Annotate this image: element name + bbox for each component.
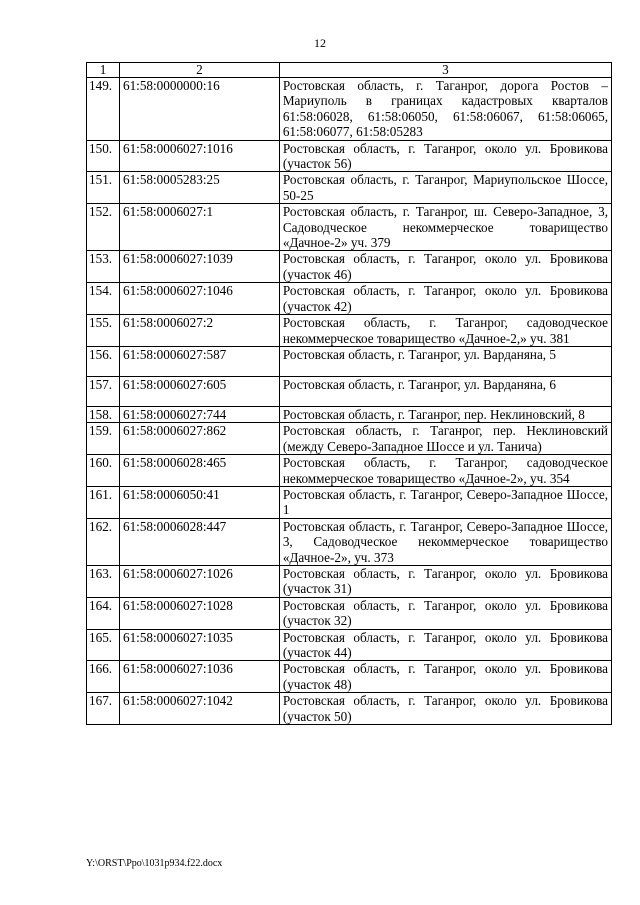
row-number: 162. xyxy=(87,518,120,565)
page-number: 12 xyxy=(314,36,326,50)
row-number: 167. xyxy=(87,693,120,725)
row-number: 158. xyxy=(87,406,120,422)
cadastral-number: 61:58:0006027:1046 xyxy=(119,283,279,315)
cadastral-number: 61:58:0006027:862 xyxy=(119,423,279,455)
file-path-footer: Y:\ORST\Ppo\1031p934.f22.docx xyxy=(86,858,223,869)
parcel-address: Ростовская область, г. Таганрог, около ул. Бровикова (участок 31) xyxy=(279,565,611,597)
parcel-address: Ростовская область, г. Таганрог, садоводческое некоммерческое товарищество «Дачное-2,» уч. 381 xyxy=(279,315,611,347)
row-number: 165. xyxy=(87,629,120,661)
table-row xyxy=(87,629,612,661)
row-number: 153. xyxy=(87,251,120,283)
parcel-address: Ростовская область, г. Таганрог, ул. Варданяна, 6 xyxy=(279,376,611,406)
row-number: 161. xyxy=(87,486,120,518)
parcel-address: Ростовская область, г. Таганрог, Северо-Западное Шоссе, 3, Садоводческое некоммерческое товарищество «Дачное-2», уч. 373 xyxy=(279,518,611,565)
table-body xyxy=(87,78,612,725)
table-row xyxy=(87,597,612,629)
parcel-address: Ростовская область, г. Таганрог, Мариупольское Шоссе, 50-25 xyxy=(279,172,611,204)
parcel-address: Ростовская область, г. Таганрог, дорога Ростов – Мариуполь в границах кадастровых кварталов 61:58:06028, 61:58:06050, 61:58:06067, 61:58:06065, 61:58:06077, 61:58:05283 xyxy=(279,78,611,141)
table-header-row xyxy=(87,63,612,78)
parcel-address: Ростовская область, г. Таганрог, около ул. Бровикова (участок 50) xyxy=(279,693,611,725)
cadastral-number: 61:58:0006027:2 xyxy=(119,315,279,347)
cadastral-number: 61:58:0006027:1016 xyxy=(119,140,279,172)
column-header-cadastral: 2 xyxy=(119,63,279,78)
table-row xyxy=(87,251,612,283)
row-number: 156. xyxy=(87,346,120,376)
parcel-address: Ростовская область, г. Таганрог, около ул. Бровикова (участок 42) xyxy=(279,283,611,315)
table-row xyxy=(87,423,612,455)
cadastral-number: 61:58:0006050:41 xyxy=(119,486,279,518)
land-parcels-table xyxy=(86,62,612,725)
table-row xyxy=(87,346,612,376)
table-row xyxy=(87,455,612,487)
table-row xyxy=(87,140,612,172)
cadastral-number: 61:58:0006027:605 xyxy=(119,376,279,406)
parcel-address: Ростовская область, г. Таганрог, около ул. Бровикова (участок 44) xyxy=(279,629,611,661)
table-row xyxy=(87,565,612,597)
cadastral-number: 61:58:0006027:1042 xyxy=(119,693,279,725)
cadastral-number: 61:58:0006027:1 xyxy=(119,204,279,251)
parcel-address: Ростовская область, г. Таганрог, садоводческое некоммерческое товарищество «Дачное-2», уч. 354 xyxy=(279,455,611,487)
table-row xyxy=(87,78,612,141)
cadastral-number: 61:58:0005283:25 xyxy=(119,172,279,204)
table-row xyxy=(87,518,612,565)
table-row xyxy=(87,204,612,251)
parcel-address: Ростовская область, г. Таганрог, около ул. Бровикова (участок 46) xyxy=(279,251,611,283)
cadastral-number: 61:58:0006027:1026 xyxy=(119,565,279,597)
cadastral-number: 61:58:0006027:1028 xyxy=(119,597,279,629)
cadastral-number: 61:58:0006027:744 xyxy=(119,406,279,422)
row-number: 152. xyxy=(87,204,120,251)
parcel-address: Ростовская область, г. Таганрог, около ул. Бровикова (участок 32) xyxy=(279,597,611,629)
row-number: 154. xyxy=(87,283,120,315)
cadastral-number: 61:58:0006028:447 xyxy=(119,518,279,565)
row-number: 166. xyxy=(87,661,120,693)
table-row xyxy=(87,693,612,725)
parcel-address: Ростовская область, г. Таганрог, около ул. Бровикова (участок 48) xyxy=(279,661,611,693)
cadastral-number: 61:58:0006027:1035 xyxy=(119,629,279,661)
parcel-address: Ростовская область, г. Таганрог, пер. Неклиновский, 8 xyxy=(279,406,611,422)
table-row xyxy=(87,283,612,315)
parcel-address: Ростовская область, г. Таганрог, пер. Неклиновский (между Северо-Западное Шоссе и ул. Танича) xyxy=(279,423,611,455)
row-number: 163. xyxy=(87,565,120,597)
row-number: 160. xyxy=(87,455,120,487)
row-number: 157. xyxy=(87,376,120,406)
parcel-address: Ростовская область, г. Таганрог, ш. Северо-Западное, 3, Садоводческое некоммерческое товарищество «Дачное-2» уч. 379 xyxy=(279,204,611,251)
table-row xyxy=(87,406,612,422)
parcel-address: Ростовская область, г. Таганрог, около ул. Бровикова (участок 56) xyxy=(279,140,611,172)
parcel-address: Ростовская область, г. Таганрог, Северо-Западное Шоссе, 1 xyxy=(279,486,611,518)
cadastral-number: 61:58:0006027:1036 xyxy=(119,661,279,693)
parcel-address: Ростовская область, г. Таганрог, ул. Варданяна, 5 xyxy=(279,346,611,376)
table-row xyxy=(87,315,612,347)
row-number: 155. xyxy=(87,315,120,347)
row-number: 149. xyxy=(87,78,120,141)
row-number: 159. xyxy=(87,423,120,455)
cadastral-number: 61:58:0006027:587 xyxy=(119,346,279,376)
row-number: 150. xyxy=(87,140,120,172)
row-number: 164. xyxy=(87,597,120,629)
cadastral-number: 61:58:0006028:465 xyxy=(119,455,279,487)
row-number: 151. xyxy=(87,172,120,204)
table-row xyxy=(87,661,612,693)
cadastral-number: 61:58:0000000:16 xyxy=(119,78,279,141)
cadastral-number: 61:58:0006027:1039 xyxy=(119,251,279,283)
table-row xyxy=(87,172,612,204)
table-row xyxy=(87,376,612,406)
table-row xyxy=(87,486,612,518)
column-header-address: 3 xyxy=(279,63,611,78)
column-header-number: 1 xyxy=(87,63,120,78)
